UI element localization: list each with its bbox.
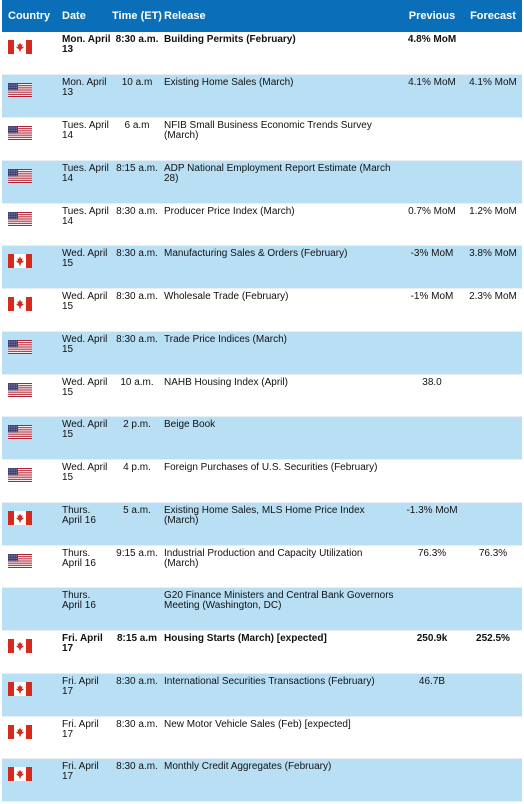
date-cell: Wed. April 15 bbox=[60, 331, 112, 374]
release-cell: Beige Book bbox=[162, 417, 400, 460]
usa-flag-icon bbox=[8, 554, 32, 568]
previous-cell bbox=[400, 759, 464, 802]
previous-cell: 46.7B bbox=[400, 673, 464, 716]
previous-cell: 76.3% bbox=[400, 545, 464, 588]
release-cell: International Securities Transactions (February) bbox=[162, 673, 400, 716]
date-cell: Fri. April 17 bbox=[60, 716, 112, 759]
usa-flag-icon bbox=[8, 126, 32, 140]
forecast-cell bbox=[464, 588, 522, 631]
country-cell bbox=[2, 460, 60, 503]
time-column-header: Time (ET) bbox=[112, 0, 162, 32]
date-cell: Wed. April 15 bbox=[60, 246, 112, 289]
canada-flag-icon bbox=[8, 767, 32, 781]
time-cell: 10 a.m. bbox=[112, 374, 162, 417]
date-cell: Tues. April 14 bbox=[60, 118, 112, 161]
previous-cell: 250.9k bbox=[400, 631, 464, 674]
date-cell: Fri. April 17 bbox=[60, 631, 112, 674]
canada-flag-icon bbox=[8, 40, 32, 54]
table-row bbox=[2, 160, 522, 203]
time-cell: 8:15 a.m. bbox=[112, 160, 162, 203]
date-column-header: Date bbox=[60, 0, 112, 32]
previous-cell: -1% MoM bbox=[400, 289, 464, 332]
country-cell bbox=[2, 631, 60, 674]
table-row bbox=[2, 75, 522, 118]
previous-cell bbox=[400, 160, 464, 203]
canada-flag-icon bbox=[8, 682, 32, 696]
forecast-cell bbox=[464, 759, 522, 802]
release-column-header: Release bbox=[162, 0, 400, 32]
release-cell: ADP National Employment Report Estimate (March 28) bbox=[162, 160, 400, 203]
table-row bbox=[2, 502, 522, 545]
previous-cell bbox=[400, 460, 464, 503]
usa-flag-icon bbox=[8, 383, 32, 397]
canada-flag-icon bbox=[8, 511, 32, 525]
previous-cell bbox=[400, 716, 464, 759]
forecast-cell: 76.3% bbox=[464, 545, 522, 588]
release-cell: New Motor Vehicle Sales (Feb) [expected] bbox=[162, 716, 400, 759]
date-cell: Mon. April 13 bbox=[60, 75, 112, 118]
time-cell: 8:30 a.m. bbox=[112, 289, 162, 332]
release-cell: Trade Price Indices (March) bbox=[162, 331, 400, 374]
forecast-cell bbox=[464, 502, 522, 545]
time-cell: 8:30 a.m. bbox=[112, 716, 162, 759]
time-cell: 8:30 a.m. bbox=[112, 246, 162, 289]
table-row bbox=[2, 118, 522, 161]
release-cell: NFIB Small Business Economic Trends Survey (March) bbox=[162, 118, 400, 161]
table-row bbox=[2, 716, 522, 759]
release-cell: G20 Finance Ministers and Central Bank Governors Meeting (Washington, DC) bbox=[162, 588, 400, 631]
time-cell: 9:15 a.m. bbox=[112, 545, 162, 588]
table-row bbox=[2, 203, 522, 246]
table-row bbox=[2, 331, 522, 374]
table-row bbox=[2, 631, 522, 674]
table-row bbox=[2, 588, 522, 631]
forecast-cell bbox=[464, 374, 522, 417]
forecast-cell: 3.8% MoM bbox=[464, 246, 522, 289]
previous-cell: 38.0 bbox=[400, 374, 464, 417]
date-cell: Thurs. April 16 bbox=[60, 545, 112, 588]
time-cell: 4 p.m. bbox=[112, 460, 162, 503]
forecast-cell: 252.5% bbox=[464, 631, 522, 674]
usa-flag-icon bbox=[8, 212, 32, 226]
time-cell: 2 p.m. bbox=[112, 417, 162, 460]
release-cell: NAHB Housing Index (April) bbox=[162, 374, 400, 417]
forecast-cell bbox=[464, 118, 522, 161]
table-row bbox=[2, 460, 522, 503]
forecast-cell: 2.3% MoM bbox=[464, 289, 522, 332]
usa-flag-icon bbox=[8, 425, 32, 439]
previous-cell bbox=[400, 588, 464, 631]
country-cell bbox=[2, 673, 60, 716]
forecast-cell bbox=[464, 417, 522, 460]
time-cell: 8:30 a.m. bbox=[112, 331, 162, 374]
forecast-column-header: Forecast bbox=[464, 0, 522, 32]
table-row bbox=[2, 673, 522, 716]
release-cell: Industrial Production and Capacity Utilization (March) bbox=[162, 545, 400, 588]
country-cell bbox=[2, 331, 60, 374]
table-row bbox=[2, 289, 522, 332]
time-cell: 8:30 a.m. bbox=[112, 203, 162, 246]
release-cell: Housing Starts (March) [expected] bbox=[162, 631, 400, 674]
country-cell bbox=[2, 417, 60, 460]
country-cell bbox=[2, 75, 60, 118]
usa-flag-icon bbox=[8, 83, 32, 97]
previous-cell bbox=[400, 331, 464, 374]
forecast-cell bbox=[464, 32, 522, 75]
date-cell: Thurs. April 16 bbox=[60, 588, 112, 631]
date-cell: Mon. April 13 bbox=[60, 32, 112, 75]
release-cell: Manufacturing Sales & Orders (February) bbox=[162, 246, 400, 289]
date-cell: Wed. April 15 bbox=[60, 460, 112, 503]
previous-cell bbox=[400, 118, 464, 161]
date-cell: Fri. April 17 bbox=[60, 759, 112, 802]
time-cell: 8:30 a.m. bbox=[112, 759, 162, 802]
canada-flag-icon bbox=[8, 639, 32, 653]
release-cell: Building Permits (February) bbox=[162, 32, 400, 75]
forecast-cell bbox=[464, 716, 522, 759]
usa-flag-icon bbox=[8, 169, 32, 183]
date-cell: Tues. April 14 bbox=[60, 203, 112, 246]
country-cell bbox=[2, 588, 60, 631]
economic-calendar-table bbox=[2, 0, 522, 802]
country-cell bbox=[2, 118, 60, 161]
release-cell: Foreign Purchases of U.S. Securities (February) bbox=[162, 460, 400, 503]
forecast-cell bbox=[464, 160, 522, 203]
country-cell bbox=[2, 545, 60, 588]
previous-cell: 4.8% MoM bbox=[400, 32, 464, 75]
date-cell: Wed. April 15 bbox=[60, 289, 112, 332]
table-body bbox=[2, 32, 522, 802]
country-cell bbox=[2, 246, 60, 289]
date-cell: Wed. April 15 bbox=[60, 417, 112, 460]
country-cell bbox=[2, 32, 60, 75]
forecast-cell bbox=[464, 460, 522, 503]
table-row bbox=[2, 417, 522, 460]
forecast-cell: 4.1% MoM bbox=[464, 75, 522, 118]
country-cell bbox=[2, 502, 60, 545]
country-cell bbox=[2, 374, 60, 417]
time-cell: 8:15 a.m bbox=[112, 631, 162, 674]
release-cell: Wholesale Trade (February) bbox=[162, 289, 400, 332]
release-cell: Producer Price Index (March) bbox=[162, 203, 400, 246]
time-cell: 5 a.m. bbox=[112, 502, 162, 545]
date-cell: Tues. April 14 bbox=[60, 160, 112, 203]
previous-column-header: Previous bbox=[400, 0, 464, 32]
previous-cell: -3% MoM bbox=[400, 246, 464, 289]
usa-flag-icon bbox=[8, 340, 32, 354]
date-cell: Fri. April 17 bbox=[60, 673, 112, 716]
table-row bbox=[2, 374, 522, 417]
time-cell: 8:30 a.m. bbox=[112, 32, 162, 75]
date-cell: Thurs. April 16 bbox=[60, 502, 112, 545]
time-cell: 8:30 a.m. bbox=[112, 673, 162, 716]
previous-cell: 4.1% MoM bbox=[400, 75, 464, 118]
table-row bbox=[2, 759, 522, 802]
time-cell: 6 a.m bbox=[112, 118, 162, 161]
table-row bbox=[2, 545, 522, 588]
country-cell bbox=[2, 759, 60, 802]
forecast-cell bbox=[464, 673, 522, 716]
canada-flag-icon bbox=[8, 254, 32, 268]
forecast-cell bbox=[464, 331, 522, 374]
time-cell bbox=[112, 588, 162, 631]
table-header-row bbox=[2, 0, 522, 32]
country-cell bbox=[2, 203, 60, 246]
canada-flag-icon bbox=[8, 725, 32, 739]
canada-flag-icon bbox=[8, 297, 32, 311]
country-cell bbox=[2, 716, 60, 759]
time-cell: 10 a.m bbox=[112, 75, 162, 118]
table-row bbox=[2, 32, 522, 75]
country-cell bbox=[2, 160, 60, 203]
release-cell: Existing Home Sales (March) bbox=[162, 75, 400, 118]
previous-cell: -1.3% MoM bbox=[400, 502, 464, 545]
release-cell: Monthly Credit Aggregates (February) bbox=[162, 759, 400, 802]
table-row bbox=[2, 246, 522, 289]
release-cell: Existing Home Sales, MLS Home Price Index (March) bbox=[162, 502, 400, 545]
previous-cell: 0.7% MoM bbox=[400, 203, 464, 246]
country-column-header: Country bbox=[2, 0, 60, 32]
forecast-cell: 1.2% MoM bbox=[464, 203, 522, 246]
date-cell: Wed. April 15 bbox=[60, 374, 112, 417]
previous-cell bbox=[400, 417, 464, 460]
country-cell bbox=[2, 289, 60, 332]
usa-flag-icon bbox=[8, 468, 32, 482]
